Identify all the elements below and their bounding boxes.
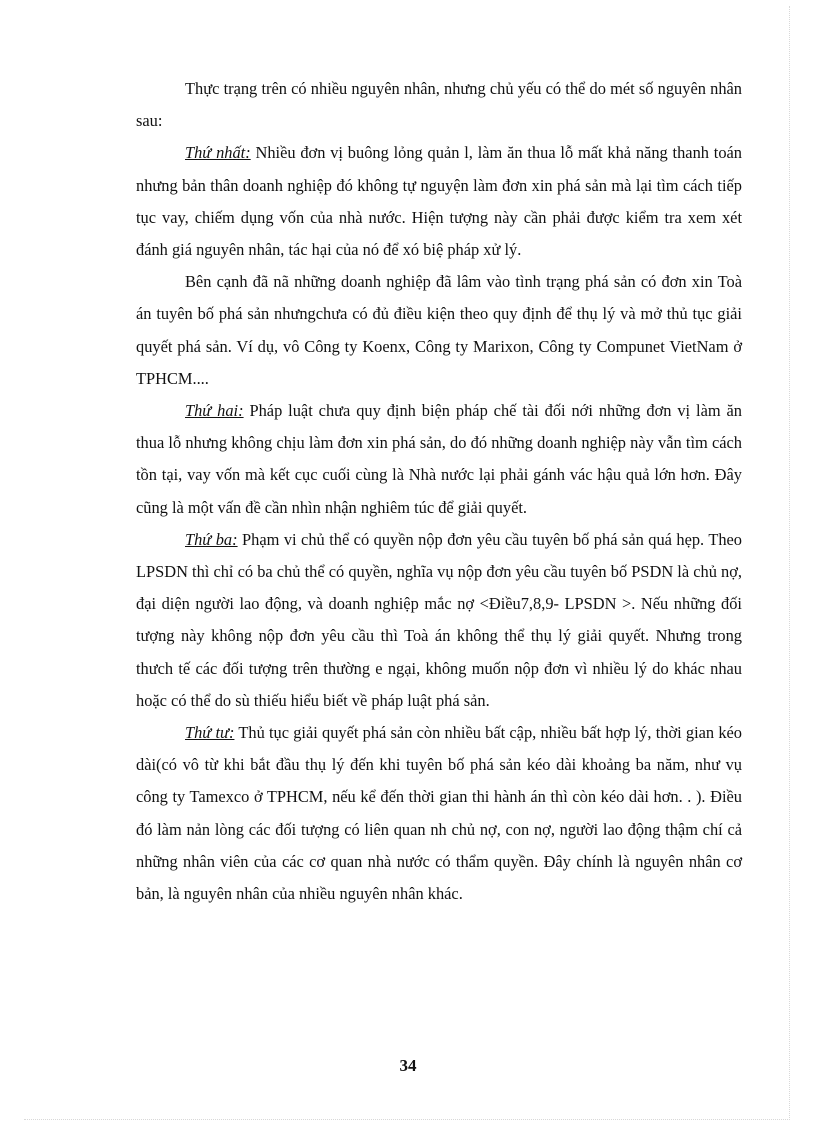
paragraph-text: Bên cạnh đã nã những doanh nghiệp đã lâm vào tình trạng phá sản có đơn xin Toà án tuyên bố phá sản nhưngchưa có đủ điều kiện theo quy định để thụ lý và mở thủ tục giải quyết phá sản. Ví dụ, vô Công ty Koenx, Công ty Marixon, Công ty Compunet VietNam ở TPHCM.... <box>136 272 742 388</box>
paragraph-thu-hai <box>136 395 742 524</box>
paragraph-text: Nhiều đơn vị buông lỏng quản l, làm ăn thua lỗ mất khả năng thanh toán nhưng bản thân doanh nghiệp đó không tự nguyện làm đơn xin phá sản mà lại tìm cách tiếp tục vay, chiếm dụng vốn của nhà nước. Hiện tượng này cần phải được kiểm tra xem xét đánh giá nguyên nhân, tác hại của nó để xó biệ pháp xử lý. <box>136 143 742 260</box>
paragraph-thu-tu <box>136 717 742 910</box>
paragraph-ben-canh <box>136 266 742 395</box>
page-number: 34 <box>399 1056 417 1075</box>
paragraph-text: Thực trạng trên có nhiều nguyên nhân, nhưng chủ yếu có thể do mét số nguyên nhân sau: <box>136 79 742 131</box>
paragraph-text: Thủ tục giải quyết phá sản còn nhiều bất cập, nhiều bất hợp lý, thời gian kéo dài(có vô từ khi bắt đầu thụ lý đến khi tuyên bố phá sản kéo dài khoảng ba năm, như vụ công ty Tamexco ở TPHCM, nếu kể đến thời gian thi hành án thì còn kéo dài hơn. . ). Điều đó làm nản lòng các đối tượng có liên quan nh chủ nợ, con nợ, người lao động thậm chí cả những nhân viên của các cơ quan nhà nước có thẩm quyền. Đây chính là nguyên nhân cơ bản, là nguyên nhân của nhiều nguyên nhân khác. <box>136 723 742 904</box>
body-text <box>136 73 742 910</box>
paragraph-lead: Thứ tư: <box>185 723 235 743</box>
paragraph-text: Pháp luật chưa quy định biện pháp chế tài đối nới những đơn vị làm ăn thua lỗ nhưng không chịu làm đơn xin phá sản, do đó những doanh nghiệp này vẫn tìm cách tồn tại, vay vốn mà kết cục cuối cùng là Nhà nước lại phải gánh vác hậu quả lớn hơn. Đây cũng là một vấn đề cần nhìn nhận nghiêm túc để giải quyết. <box>136 401 742 517</box>
paragraph-thu-ba <box>136 524 742 717</box>
paragraph-lead: Thứ nhất: <box>185 143 251 163</box>
paragraph-text: Phạm vi chủ thể có quyền nộp đơn yêu cầu tuyên bố phá sản quá hẹp. Theo LPSDN thì chỉ có ba chủ thể có quyền, nghĩa vụ nộp đơn yêu cầu tuyên bố PSDN là chủ nợ, đại diện người lao động, và doanh nghiệp mắc nợ <Điều7,8,9- LPSDN >. Nếu những đối tượng này không nộp đơn yêu cầu thì Toà án không thể thụ lý giải quyết. Nhưng trong thưch tế các đối tượng trên thường e ngại, không muốn nộp đơn vì nhiều lý do khác nhau hoặc có thể do sù thiếu hiểu biết về pháp luật phá sản. <box>136 529 742 710</box>
paragraph-thu-nhat <box>136 137 742 266</box>
paragraph-lead: Thứ ba: <box>185 529 238 549</box>
paragraph-intro <box>136 73 742 137</box>
paragraph-lead: Thứ hai: <box>185 401 244 421</box>
